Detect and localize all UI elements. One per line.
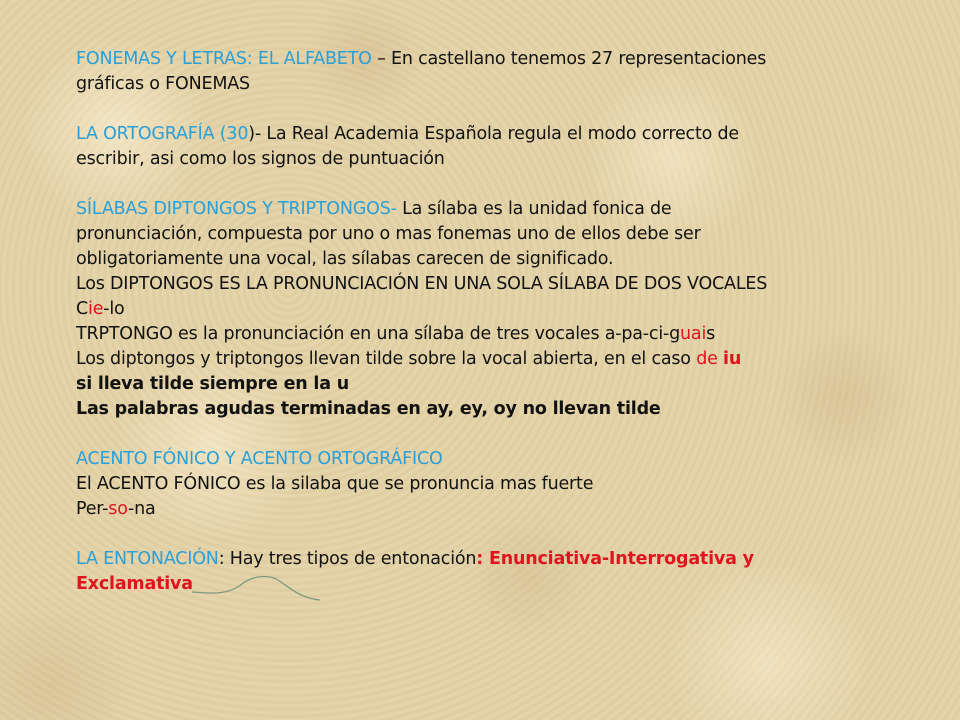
- p3-line-3: [76, 247, 896, 272]
- p3-text-2: pronunciación, compuesta por uno o mas fonemas uno de ellos debe ser: [76, 224, 701, 244]
- p1-line-2: [76, 72, 896, 97]
- heading-fonemas-letras: FONEMAS Y LETRAS: EL ALFABETO: [76, 49, 372, 69]
- triptongo-text-c: s: [706, 324, 716, 344]
- paragraph-gap: [76, 522, 896, 547]
- p1-text-1: – En castellano tenemos 27 representaciones: [371, 49, 767, 69]
- triptongo-highlight: uai: [680, 324, 707, 344]
- p3-line-4: [76, 272, 896, 297]
- example-cielo-c: -lo: [103, 299, 125, 319]
- p3-line-triptongo: [76, 322, 896, 347]
- p3-line-tilde: [76, 347, 896, 372]
- p1-text-2: gráficas o FONEMAS: [76, 74, 250, 94]
- p3-text-4: Los DIPTONGOS ES LA PRONUNCIACIÓN EN UNA SOLA SÍLABA DE DOS VOCALES: [76, 274, 768, 294]
- p5-types-2: Exclamativa: [76, 574, 193, 594]
- paragraph-gap: [76, 422, 896, 447]
- p4-text-1: El ACENTO FÓNICO es la silaba que se pronuncia mas fuerte: [76, 474, 594, 494]
- p3-line-1: [76, 197, 896, 222]
- paragraph-gap: [76, 172, 896, 197]
- p3-bold-2: [76, 397, 896, 422]
- p1-line-1: [76, 47, 896, 72]
- p2-line-1: [76, 122, 896, 147]
- tilde-text-a: Los diptongos y triptongos llevan tilde sobre la vocal abierta, en el caso: [76, 349, 697, 369]
- example-cielo-diptongo: ie: [88, 299, 104, 319]
- p2-text-2: escribir, asi como los signos de puntuación: [76, 149, 445, 169]
- bold-text-2: Las palabras agudas terminadas en ay, ey, oy no llevan tilde: [76, 399, 661, 419]
- p5-text-1: : Hay tres tipos de entonación: [218, 549, 477, 569]
- example-persona-c: -na: [128, 499, 156, 519]
- p5-line-1: [76, 547, 896, 572]
- example-persona: [76, 497, 896, 522]
- tilde-highlight-iu: iu: [723, 349, 742, 369]
- p3-text-3: obligatoriamente una vocal, las sílabas carecen de significado.: [76, 249, 614, 269]
- p2-line-2: [76, 147, 896, 172]
- example-cielo-a: C: [76, 299, 89, 319]
- tilde-highlight-de: de: [696, 349, 724, 369]
- heading-ortografia: LA ORTOGRAFÍA (30: [76, 124, 249, 144]
- example-cielo: [76, 297, 896, 322]
- p3-text-1: La sílaba es la unidad fonica de: [396, 199, 672, 219]
- p3-line-2: [76, 222, 896, 247]
- p5-types-1: : Enunciativa-Interrogativa y: [476, 549, 754, 569]
- p4-line-1: [76, 447, 896, 472]
- heading-acento: ACENTO FÓNICO Y ACENTO ORTOGRÁFICO: [76, 449, 443, 469]
- example-persona-stressed: so: [108, 499, 129, 519]
- p2-text-1: )- La Real Academia Española regula el modo correcto de: [248, 124, 739, 144]
- p3-bold-1: [76, 372, 896, 397]
- p4-line-2: [76, 472, 896, 497]
- heading-entonacion: LA ENTONACIÓN: [76, 549, 219, 569]
- document-body: [76, 47, 896, 597]
- paragraph-gap: [76, 97, 896, 122]
- triptongo-text-a: TRPTONGO es la pronunciación en una sílaba de tres vocales a-pa-ci-g: [76, 324, 681, 344]
- intonation-curve-icon: [190, 570, 322, 604]
- bold-text-1: si lleva tilde siempre en la u: [76, 374, 349, 394]
- example-persona-a: Per-: [76, 499, 109, 519]
- heading-silabas: SÍLABAS DIPTONGOS Y TRIPTONGOS-: [76, 199, 397, 219]
